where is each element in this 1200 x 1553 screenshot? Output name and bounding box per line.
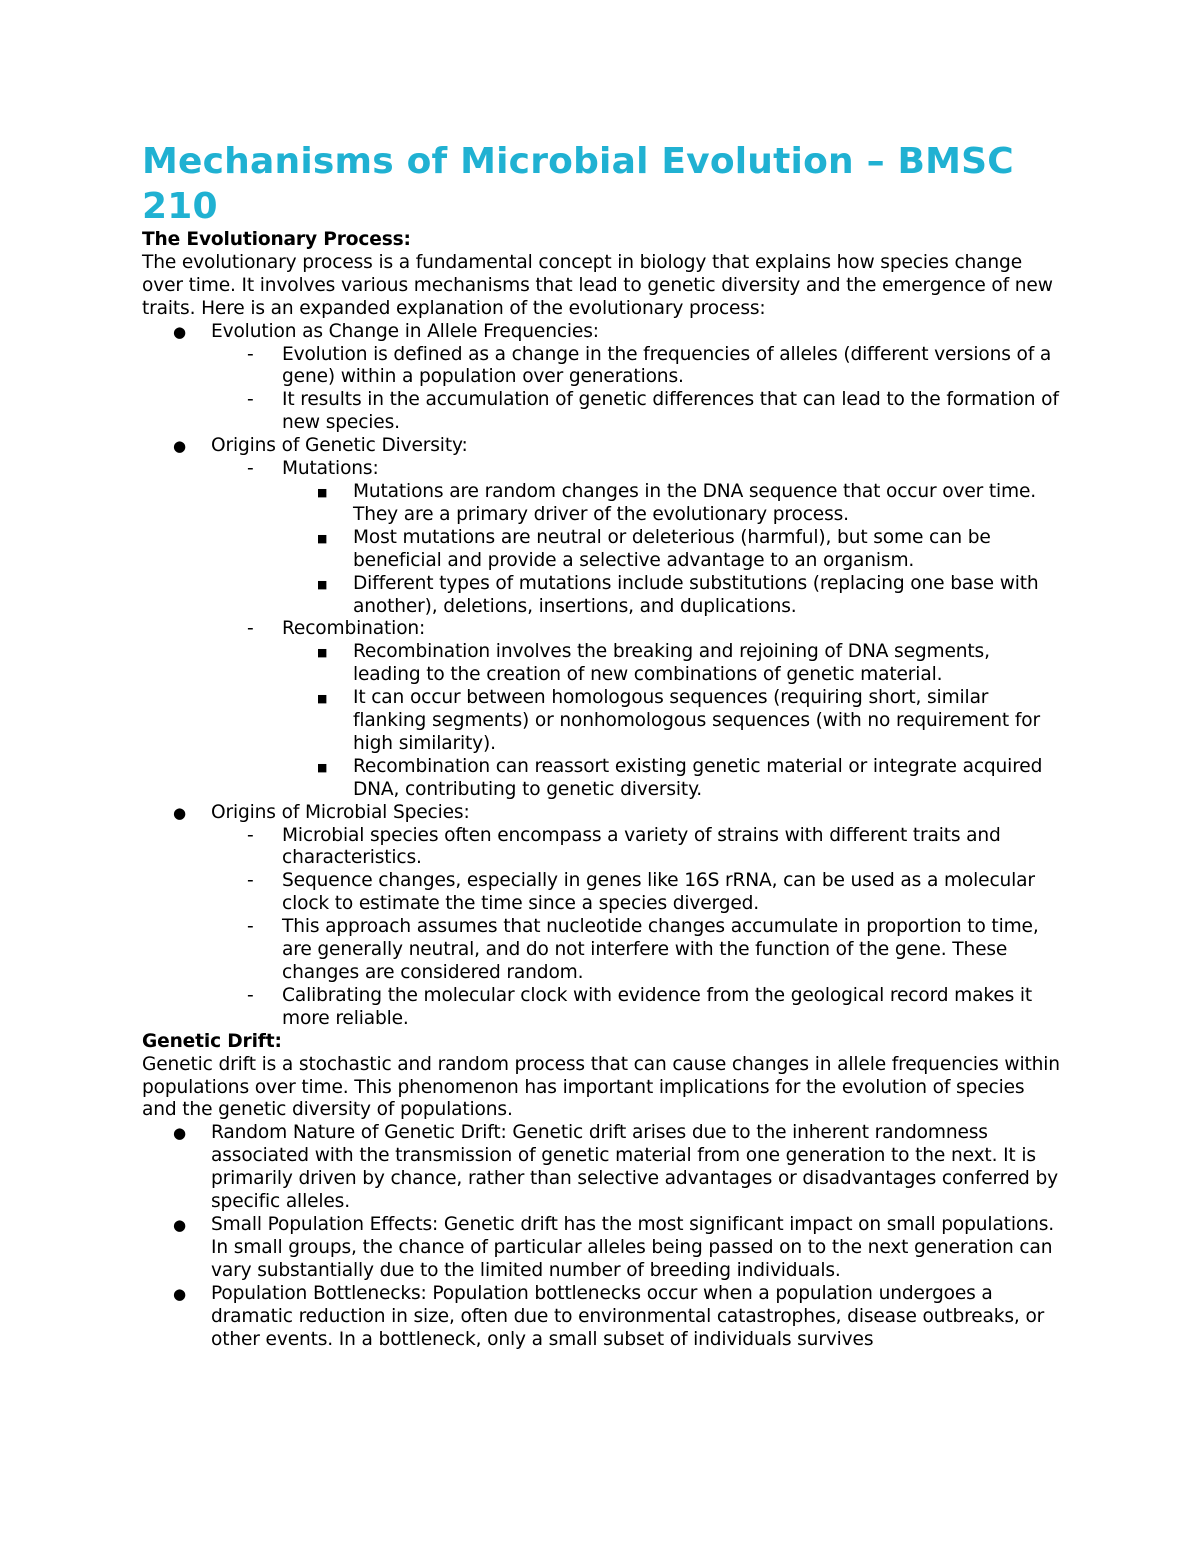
list-item	[211, 916, 1062, 985]
list-item-text: Microbial species often encompass a variety of strains with different traits and characteristics.	[282, 824, 1001, 869]
list-item-text: Calibrating the molecular clock with evidence from the geological record makes it more reliable.	[282, 984, 1033, 1029]
list-item	[211, 825, 1062, 871]
dash-icon: -	[247, 618, 254, 640]
list-item	[282, 527, 1062, 573]
list-item	[211, 344, 1062, 390]
list-item-text: Recombination involves the breaking and rejoining of DNA segments, leading to the creation of new combinations of genetic material.	[353, 641, 990, 686]
list-item	[282, 573, 1062, 619]
dash-icon: -	[247, 984, 254, 1006]
list-item-text: Recombination can reassort existing genetic material or integrate acquired DNA, contributing to genetic diversity.	[353, 755, 1043, 800]
dash-list	[211, 458, 1062, 802]
list-item-text: Evolution as Change in Allele Frequencies:	[211, 320, 599, 342]
square-bullet-icon: ■	[317, 531, 328, 545]
section-intro: Genetic drift is a stochastic and random process that can cause changes in allele frequencies within populations over time. This phenomenon has important implications for the evolution of species and the genetic diversity of populations.	[142, 1053, 1060, 1121]
dash-icon: -	[247, 870, 254, 892]
section-heading: Genetic Drift:	[142, 1030, 282, 1052]
dash-icon: -	[247, 389, 254, 411]
list-item-text: Small Population Effects: Genetic drift has the most significant impact on small populations. In small groups, the chance of particular alleles being passed on to the next generation can vary substantially due to the limited number of breeding individuals.	[211, 1213, 1054, 1281]
square-bullet-icon: ■	[317, 692, 328, 706]
bullet-icon: ●	[173, 803, 186, 822]
document-title: Mechanisms of Microbial Evolution – BMSC 210	[142, 141, 1014, 227]
list-item	[282, 687, 1062, 756]
list-item	[142, 1214, 1062, 1283]
bullet-icon: ●	[173, 1284, 186, 1303]
list-item-text: Origins of Genetic Diversity:	[211, 435, 468, 457]
list-item-text: It results in the accumulation of genetic differences that can lead to the formation of new species.	[282, 389, 1059, 434]
list-item-text: Recombination:	[282, 618, 426, 640]
dash-list	[211, 344, 1062, 436]
list-item	[211, 618, 1062, 801]
list-item	[142, 802, 1062, 1031]
bullet-icon: ●	[173, 437, 186, 456]
list-item-text: Most mutations are neutral or deleterious (harmful), but some can be beneficial and provide a selective advantage to an organism.	[353, 526, 991, 571]
list-item	[142, 1283, 1062, 1352]
dash-list	[211, 825, 1062, 1031]
bullet-list	[142, 321, 1062, 1031]
square-bullet-icon: ■	[317, 577, 328, 591]
list-item	[211, 985, 1062, 1031]
list-item-text: Random Nature of Genetic Drift: Genetic drift arises due to the inherent randomness associated with the transmission of genetic material from one generation to the next. It is primarily driven by chance, rather than selective advantages or disadvantages conferred by specific alleles.	[211, 1122, 1058, 1213]
list-item-text: Mutations:	[282, 458, 379, 480]
square-bullet-icon: ■	[317, 485, 328, 499]
bullet-list	[142, 1122, 1062, 1351]
list-item	[142, 321, 1062, 436]
list-item	[282, 641, 1062, 687]
list-item-text: Sequence changes, especially in genes like 16S rRNA, can be used as a molecular clock to estimate the time since a species diverged.	[282, 870, 1035, 915]
list-item-text: Different types of mutations include substitutions (replacing one base with another), deletions, insertions, and duplications.	[353, 572, 1039, 617]
dash-icon: -	[247, 824, 254, 846]
list-item-text: Evolution is defined as a change in the frequencies of alleles (different versions of a gene) within a population over generations.	[282, 343, 1052, 388]
list-item	[211, 870, 1062, 916]
list-item	[282, 756, 1062, 802]
list-item	[211, 389, 1062, 435]
list-item-text: Population Bottlenecks: Population bottlenecks occur when a population undergoes a dramatic reduction in size, often due to environmental catastrophes, disease outbreaks, or other events. In a bottleneck, only a small subset of individuals survives	[211, 1282, 1045, 1350]
square-bullet-icon: ■	[317, 760, 328, 774]
list-item	[142, 1122, 1062, 1214]
list-item	[282, 481, 1062, 527]
bullet-icon: ●	[173, 1215, 186, 1234]
section-heading: The Evolutionary Process:	[142, 229, 411, 250]
dash-icon: -	[247, 343, 254, 365]
list-item-text: This approach assumes that nucleotide changes accumulate in proportion to time, are generally neutral, and do not interfere with the function of the gene. These changes are considered random.	[282, 916, 1039, 983]
section-intro: The evolutionary process is a fundamental concept in biology that explains how species change over time. It involves various mechanisms that lead to genetic diversity and the emergence of new traits. Here is an expanded explanation of the evolutionary process:	[142, 251, 1053, 319]
square-list	[282, 641, 1062, 801]
dash-icon: -	[247, 458, 254, 480]
list-item-text: It can occur between homologous sequences (requiring short, similar flanking segments) or nonhomologous sequences (with no requirement for high similarity).	[353, 687, 1040, 754]
bullet-icon: ●	[173, 1124, 186, 1143]
square-bullet-icon: ■	[317, 646, 328, 660]
document-body	[142, 139, 1062, 1351]
bullet-icon: ●	[173, 322, 186, 341]
list-item	[142, 435, 1062, 802]
list-item-text: Mutations are random changes in the DNA sequence that occur over time. They are a primary driver of the evolutionary process.	[353, 480, 1037, 525]
dash-icon: -	[247, 916, 254, 938]
square-list	[282, 481, 1062, 618]
list-item	[211, 458, 1062, 618]
list-item-text: Origins of Microbial Species:	[211, 801, 470, 823]
